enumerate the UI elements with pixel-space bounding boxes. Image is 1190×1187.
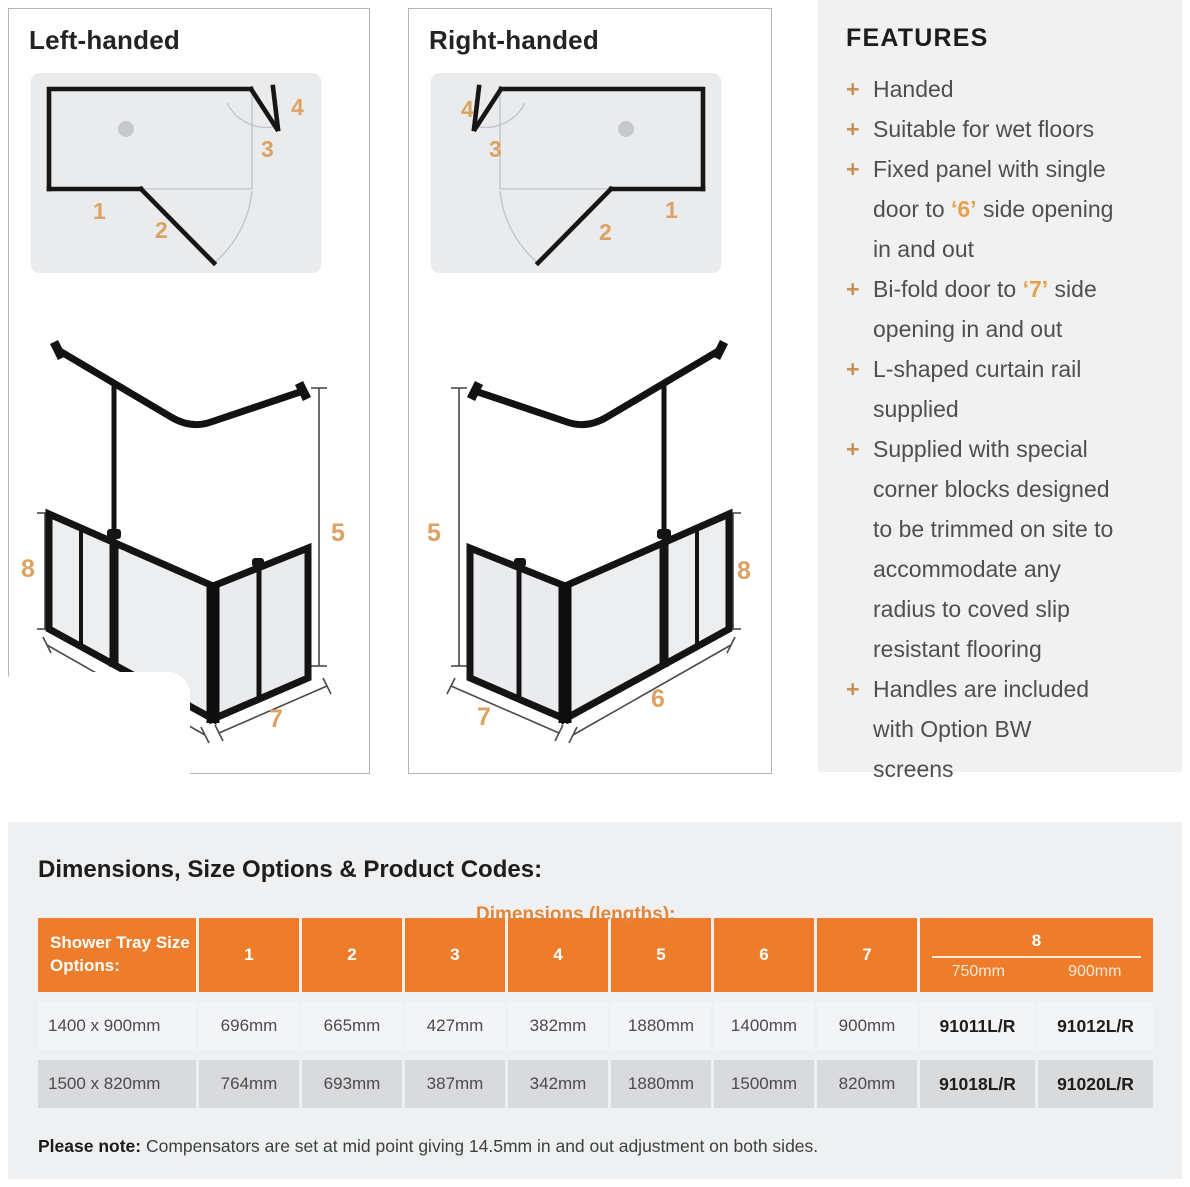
table-row: 1400 x 900mm 696mm 665mm 427mm 382mm 1880mm 1400mm 900mm 91011L/R 91012L/R <box>38 1002 1153 1050</box>
left-handed-panel <box>8 8 370 774</box>
plan-geometry <box>431 73 721 273</box>
feature-item: + Handles are included with Option BW screens <box>846 669 1118 789</box>
dim-header-8-group <box>920 918 1153 992</box>
plan-label-1: 1 <box>93 198 106 224</box>
plus-bullet-icon: + <box>846 676 860 702</box>
dimensions-lengths-label: Dimensions (lengths): <box>476 904 676 925</box>
plus-bullet-icon: + <box>846 276 860 302</box>
height-option-750: 750mm <box>951 963 1005 980</box>
plus-bullet-icon: + <box>846 436 860 462</box>
feature-item: + Supplied with special corner blocks designed to be trimmed on site to accommodate any radius to coved slip resistant flooring <box>846 429 1118 669</box>
plan-label-3: 3 <box>261 136 274 162</box>
footnote-label: Please note: <box>38 1136 142 1156</box>
dim-header-3: 3 <box>405 918 505 992</box>
features-title: FEATURES <box>846 24 989 52</box>
plan-label-2: 2 <box>155 217 168 243</box>
product-code: 91020L/R <box>1038 1060 1153 1108</box>
plan-label-4: 4 <box>291 94 304 120</box>
feature-item: + Fixed panel with single door to ‘6’ side opening in and out <box>846 149 1118 269</box>
white-overlay-box <box>0 672 190 805</box>
table-row: 1500 x 820mm 764mm 693mm 387mm 342mm 1880mm 1500mm 820mm 91018L/R 91020L/R <box>38 1060 1153 1108</box>
plan-label-4: 4 <box>461 96 474 122</box>
tray-size-header: Shower Tray Size Options: <box>38 918 196 992</box>
plus-bullet-icon: + <box>846 116 860 142</box>
plus-bullet-icon: + <box>846 76 860 102</box>
feature-item: + L-shaped curtain rail supplied <box>846 349 1118 429</box>
tray-size: 1400 x 900mm <box>38 1002 196 1050</box>
dim-header-5: 5 <box>611 918 711 992</box>
plan-label-1: 1 <box>665 197 678 223</box>
plus-bullet-icon: + <box>846 356 860 382</box>
right-handed-plan-view <box>423 67 753 303</box>
dimensions-title: Dimensions, Size Options & Product Codes: <box>38 856 543 883</box>
iso-geometry <box>447 342 741 743</box>
plus-bullet-icon: + <box>846 156 860 182</box>
right-handed-title: Right-handed <box>429 25 599 55</box>
feature-item: + Suitable for wet floors <box>846 109 1118 149</box>
handle <box>252 558 264 567</box>
height-option-900: 900mm <box>1068 963 1122 980</box>
plan-label-3: 3 <box>489 136 502 162</box>
iso-label-8: 8 <box>737 557 751 585</box>
left-handed-title: Left-handed <box>29 25 180 55</box>
iso-label-5: 5 <box>331 519 345 547</box>
dim-header-6: 6 <box>714 918 814 992</box>
dimensions-section <box>8 822 1182 1179</box>
drain-dot <box>118 121 134 137</box>
dim-header-4: 4 <box>508 918 608 992</box>
iso-label-5: 5 <box>427 519 441 547</box>
side-ref-6: ‘6’ <box>951 196 977 222</box>
product-code: 91012L/R <box>1038 1002 1153 1050</box>
dim-header-2: 2 <box>302 918 402 992</box>
dim-header-8: 8 <box>1031 931 1042 950</box>
right-handed-panel <box>408 8 772 774</box>
tray-size: 1500 x 820mm <box>38 1060 196 1108</box>
right-handed-iso-view <box>419 329 769 769</box>
side-ref-7: ‘7’ <box>1022 276 1049 302</box>
curtain-rail <box>54 342 307 425</box>
table-header-row <box>38 918 1153 992</box>
plan-label-2: 2 <box>599 219 612 245</box>
iso-label-7: 7 <box>269 705 283 733</box>
feature-item: + Bi-fold door to ‘7’ side opening in and out <box>846 269 1118 349</box>
features-list <box>846 69 1118 789</box>
product-code: 91011L/R <box>920 1002 1035 1050</box>
footnote: Please note: Compensators are set at mid point giving 14.5mm in and out adjustment on both sides. <box>38 1136 819 1156</box>
plan-geometry <box>31 73 321 273</box>
iso-label-6: 6 <box>651 685 665 713</box>
dim-header-7: 7 <box>817 918 917 992</box>
dim-header-1: 1 <box>199 918 299 992</box>
product-code: 91018L/R <box>920 1060 1035 1108</box>
features-panel <box>818 0 1182 782</box>
iso-label-7: 7 <box>477 703 491 731</box>
iso-label-8: 8 <box>21 555 35 583</box>
handle <box>107 529 121 539</box>
divider <box>932 956 1141 958</box>
left-handed-plan-view <box>23 67 353 303</box>
feature-item: + Handed <box>846 69 1118 109</box>
size-options-table <box>35 908 1156 1118</box>
